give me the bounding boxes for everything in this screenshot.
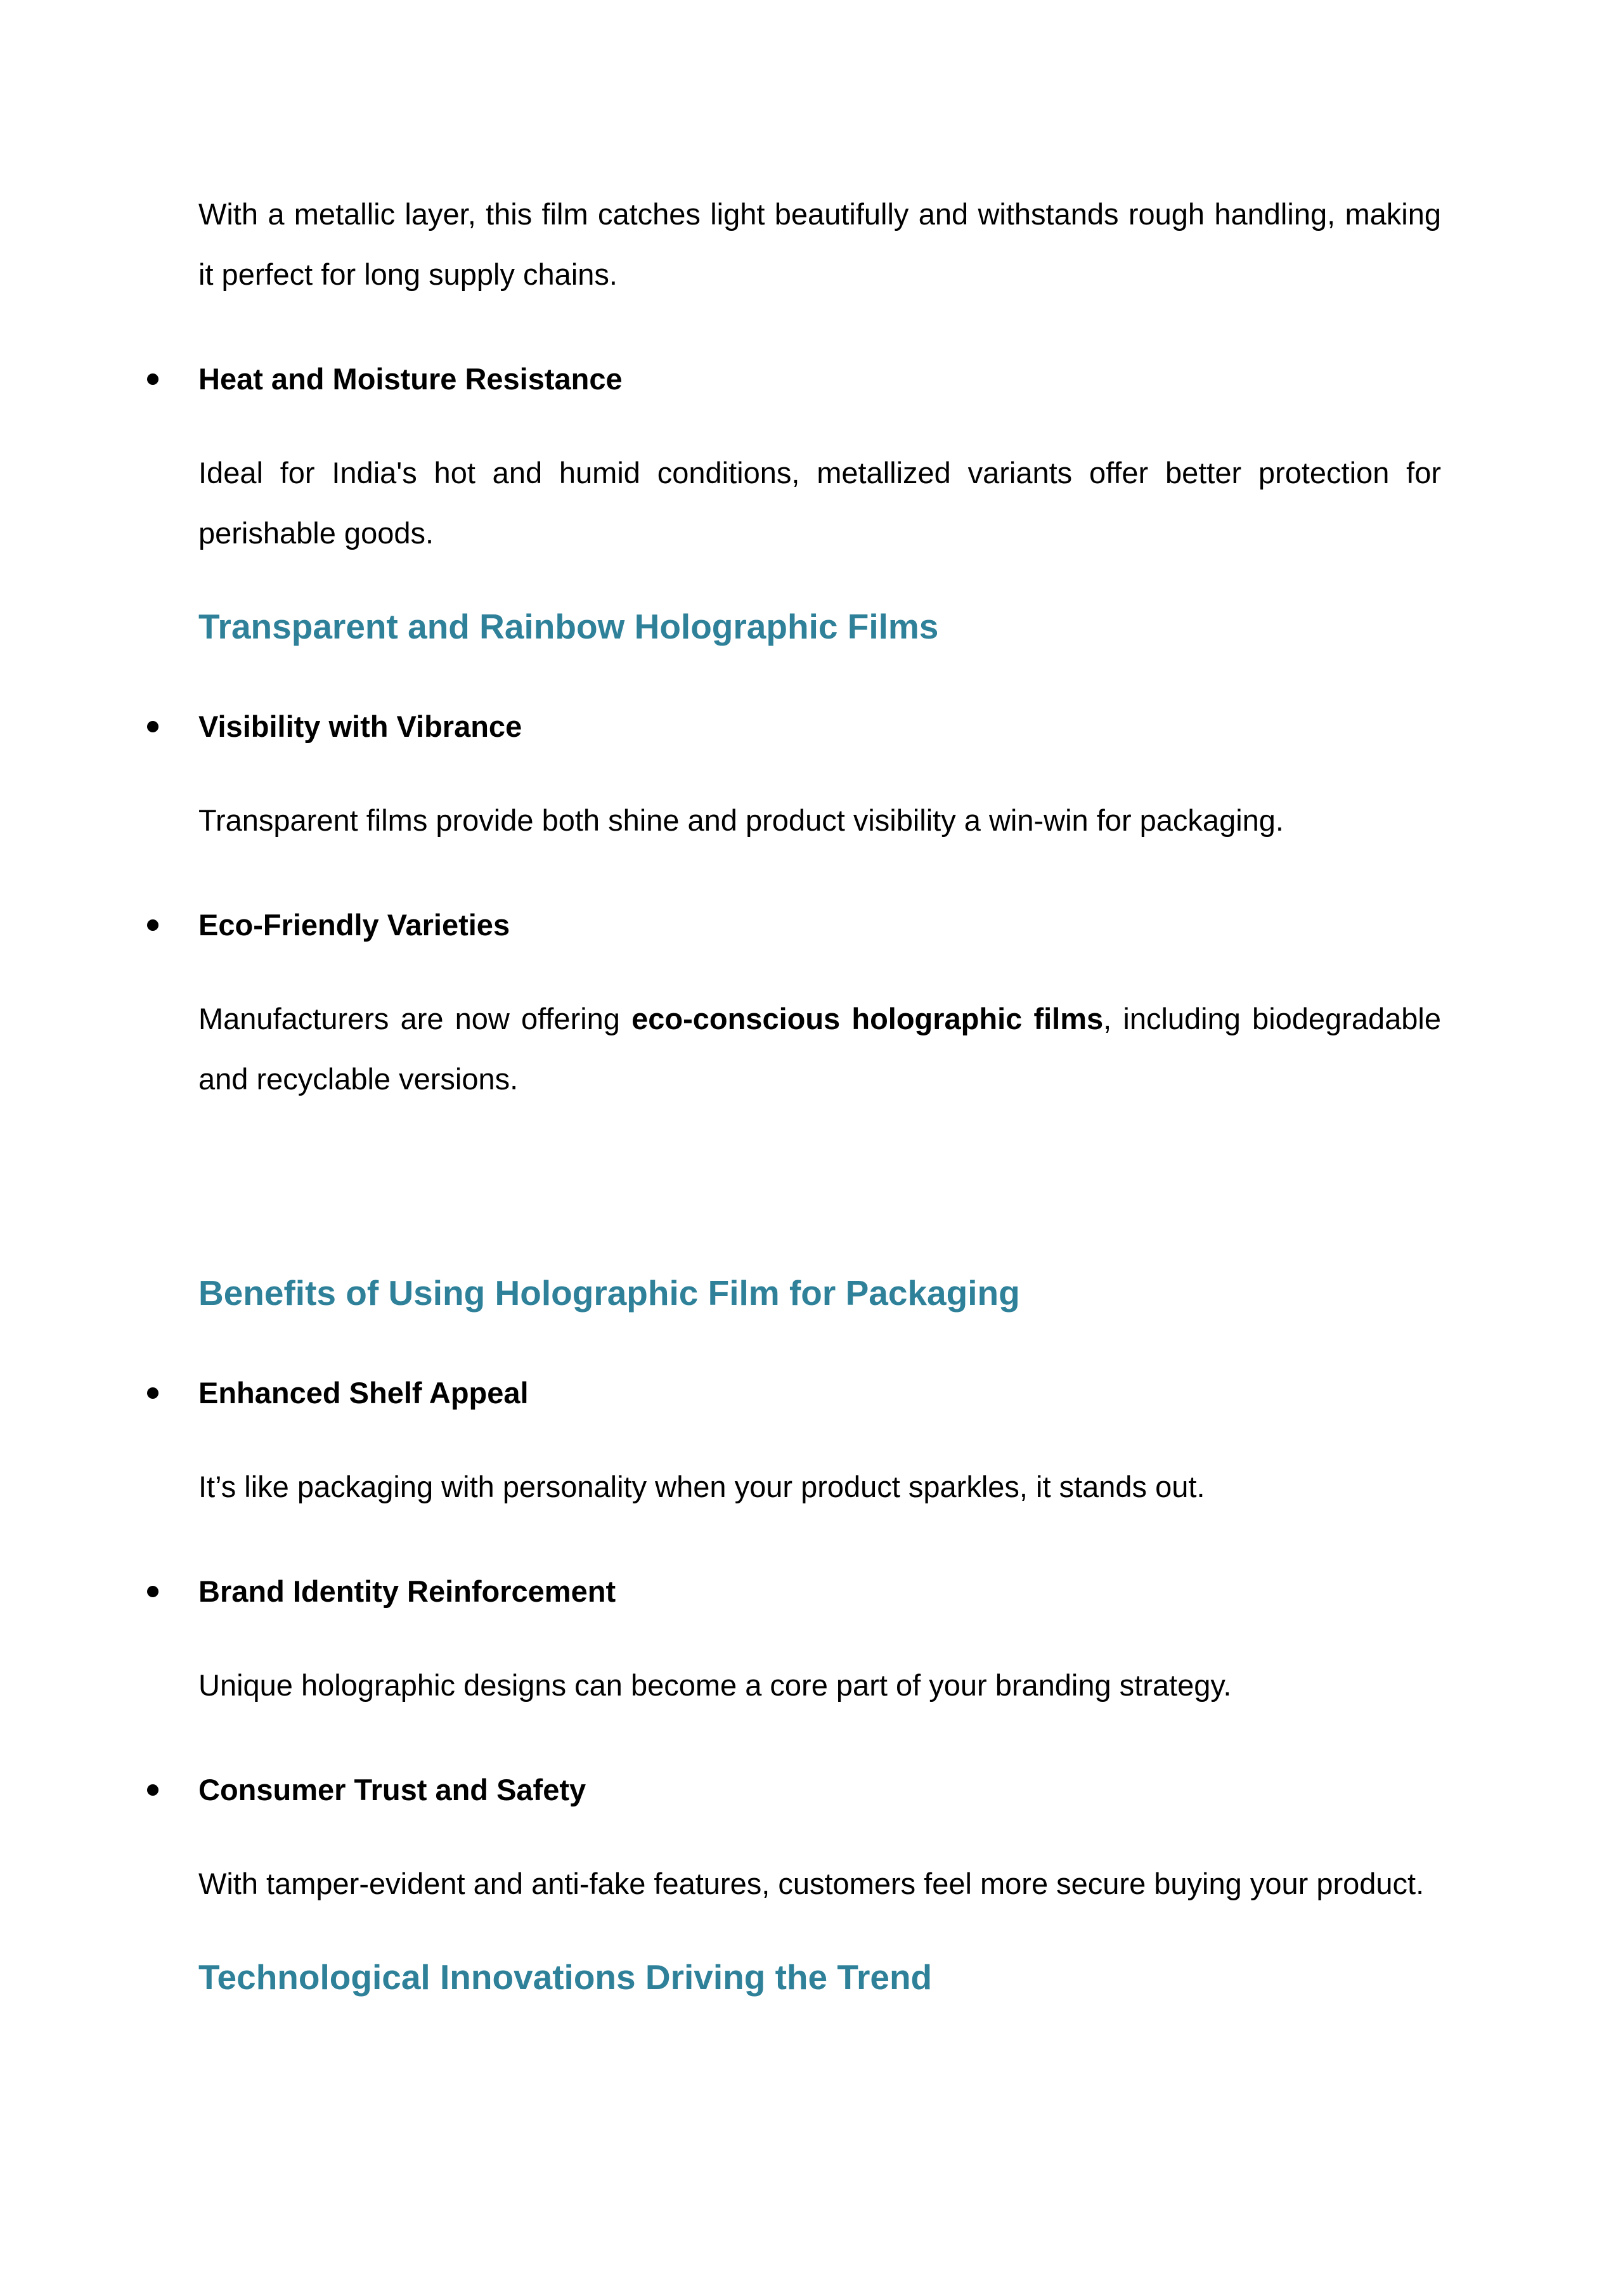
bullet-title: Visibility with Vibrance bbox=[198, 710, 522, 743]
bullet-title: Heat and Moisture Resistance bbox=[198, 362, 623, 396]
bullet-body: With tamper-evident and anti-fake features, customers feel more secure buying your product. bbox=[198, 1867, 1425, 1900]
bullet-icon bbox=[147, 373, 158, 385]
bullet-title: Brand Identity Reinforcement bbox=[198, 1574, 616, 1608]
bullet-item-shelf-appeal bbox=[198, 1368, 1441, 1418]
bullet-icon bbox=[147, 1387, 158, 1399]
bullet-icon bbox=[147, 1586, 158, 1597]
bullet-body-text: Manufacturers are now offering bbox=[198, 1002, 632, 1035]
bullet-body bbox=[198, 989, 1441, 1109]
bullet-body-text: , including biodegradable and recyclable versions. bbox=[198, 1002, 1441, 1096]
section-heading-transparent-rainbow: Transparent and Rainbow Holographic Films bbox=[198, 607, 939, 646]
bullet-title: Consumer Trust and Safety bbox=[198, 1773, 586, 1806]
bullet-body: Unique holographic designs can become a core part of your branding strategy. bbox=[198, 1668, 1232, 1702]
bullet-icon bbox=[147, 1784, 158, 1796]
bullet-icon bbox=[147, 919, 158, 931]
bullet-body: Transparent films provide both shine and product visibility a win-win for packaging. bbox=[198, 803, 1284, 837]
bullet-item-heat-moisture bbox=[198, 354, 1441, 405]
bullet-title: Eco-Friendly Varieties bbox=[198, 908, 510, 942]
document-content bbox=[198, 184, 1441, 2002]
section-heading-tech-innovations: Technological Innovations Driving the Trend bbox=[198, 1957, 933, 1997]
bullet-title: Enhanced Shelf Appeal bbox=[198, 1376, 529, 1410]
bullet-body: It’s like packaging with personality when your product sparkles, it stands out. bbox=[198, 1470, 1205, 1503]
bullet-body: Ideal for India's hot and humid conditions, metallized variants offer better protection for perishable goods. bbox=[198, 456, 1441, 550]
bullet-item-visibility bbox=[198, 701, 1441, 752]
intro-paragraph: With a metallic layer, this film catches light beautifully and withstands rough handling, making it perfect for long supply chains. bbox=[198, 197, 1441, 291]
bullet-body-bold-text: eco-conscious holographic films bbox=[631, 1002, 1104, 1035]
bullet-item-consumer-trust bbox=[198, 1765, 1441, 1815]
section-heading-benefits: Benefits of Using Holographic Film for Packaging bbox=[198, 1273, 1020, 1313]
bullet-icon bbox=[147, 721, 158, 732]
bullet-item-brand-identity bbox=[198, 1566, 1441, 1617]
bullet-item-eco-friendly bbox=[198, 900, 1441, 950]
